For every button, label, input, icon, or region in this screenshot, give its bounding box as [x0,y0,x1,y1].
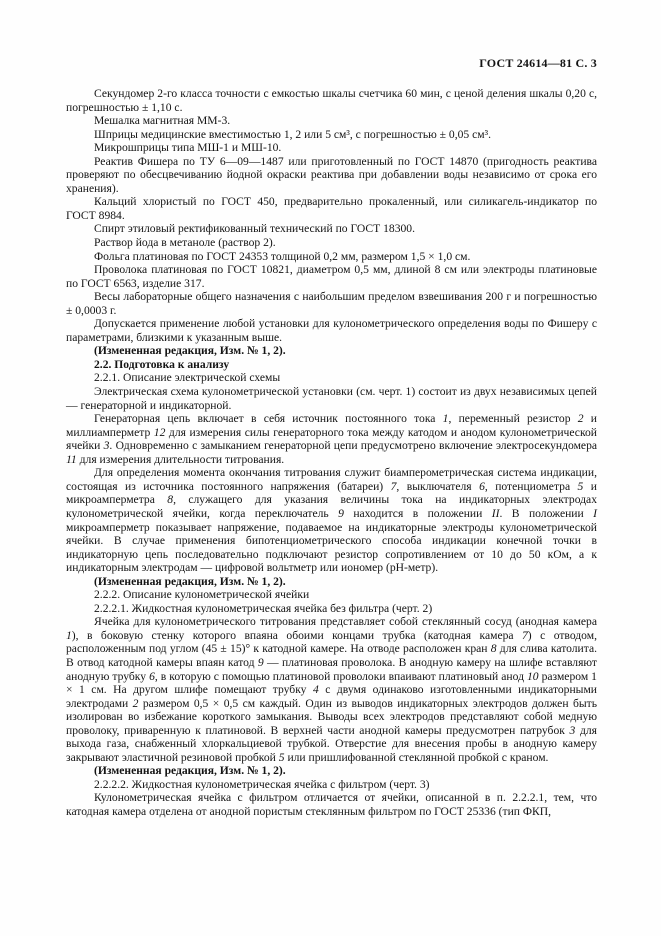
paragraph: Секундомер 2-го класса точности с емкостью шкалы счетчика 60 мин, с ценой деления шкалы 0,20 с, погрешностью ± 1,10 с. [66,87,597,114]
paragraph: (Измененная редакция, Изм. № 1, 2). [94,344,286,358]
paragraph: Шприцы медицинские вместимостью 1, 2 или 5 см³, с погрешностью ± 0,05 см³. [94,127,491,141]
gost-number-page-label: ГОСТ 24614—81 С. 3 [479,56,597,70]
paragraph: Допускается применение любой установки для кулонометрического определения воды по Фишеру с параметрами, близкими к указанным выше. [66,317,597,344]
paragraph: 2.2.2. Описание кулонометрической ячейки [94,588,310,602]
paragraph: Мешалка магнитная ММ-3. [94,114,231,128]
paragraph: 2.2.1. Описание электрической схемы [94,371,281,385]
paragraph: Раствор йода в метаноле (раствор 2). [94,236,276,250]
paragraph: Микрошприцы типа МШ-1 и МШ-10. [94,141,282,155]
paragraph: 2.2.2.1. Жидкостная кулонометрическая ячейка без фильтра (черт. 2) [94,601,433,615]
paragraph: (Измененная редакция, Изм. № 1, 2). [94,764,286,778]
paragraph: Электрическая схема кулонометрической установки (см. черт. 1) состоит из двух независимых цепей — генераторной и индикаторной. [66,385,597,412]
paragraph: 2.2. Подготовка к анализу [94,357,230,371]
document-body [66,87,597,819]
paragraph: Кальций хлористый по ГОСТ 450, предварительно прокаленный, или силикагель-индикатор по ГОСТ 8984. [66,195,597,222]
paragraph: Весы лабораторные общего назначения с наибольшим пределом взвешивания 200 г и погрешностью ± 0,0003 г. [66,290,597,317]
paragraph: Фольга платиновая по ГОСТ 24353 толщиной 0,2 мм, размером 1,5 × 1,0 см. [94,249,471,263]
paragraph: Проволока платиновая по ГОСТ 10821, диаметром 0,5 мм, длиной 8 см или электроды платиновые по ГОСТ 6563, изделие 317. [66,263,597,290]
paragraph: Спирт этиловый ректификованный технический по ГОСТ 18300. [94,222,416,236]
paragraph: Реактив Фишера по ТУ 6—09—1487 или приготовленный по ГОСТ 14870 (пригодность реактива проверяют по обесцвечиванию йодной окраски реактива при добавлении воды независимо от срока его хранения). [66,154,597,195]
paragraph: (Измененная редакция, Изм. № 1, 2). [94,574,286,588]
paragraph: Генераторная цепь включает в себя источник постоянного тока 1, переменный резистор 2 и миллиамперметр 12 для измерения силы генераторного тока между катодом и анодом кулонометрической ячейки 3. Одновременно с замыканием генераторной цепи предусмотрено включение электросекундомера 11 для измерения длительности титрования. [66,412,598,466]
paragraph: Ячейка для кулонометрического титрования представляет собой стеклянный сосуд (анодная камера 1), в боковую стенку которого впаяна обоими концами трубка (катодная камера 7) с отводом, расположенным под углом (45 ± 15)° к катодной камере. На отводе расположен кран 8 для слива католита. В отвод катодной камеры впаян катод 9 — платиновая проволока. В анодную камеру на шлифе вставляют анодную трубку 6, в которую с помощью платиновой проволоки впаивают платиновый анод 10 размером 1 × 1 см. На другом шлифе помещают трубку 4 с двумя одинаково изготовленными индикаторными электродами 2 размером 0,5 × 0,5 см каждый. Один из выводов индикаторных электродов должен быть изолирован во избежание короткого замыкания. Выводы всех электродов представляют собой медную проволоку, приваренную к платиновой. В верхней части анодной камеры предусмотрен патрубок 3 для выхода газа, снабженный хлоркальциевой трубкой. Отверстие для внесения пробы в анодную камеру закрывают эластичной резиновой пробкой 5 или пришлифованной стеклянной пробкой с краном. [66,615,597,764]
paragraph: Для определения момента окончания титрования служит биамперометрическая система индикации, состоящая из источника постоянного напряжения (батареи) 7, выключателя 6, потенциометра 5 и микроамперметра 8, служащего для указания величины тока на индикаторных электродах кулонометрической ячейки, когда переключатель 9 находится в положении II. В положении I микроамперметр показывает напряжение, подаваемое на индикаторные электроды кулонометрической ячейки. В случае применения бипотенциометрического способа индикации конечной точки в индикаторную цепь последовательно подключают резистор сопротивлением от 10 до 50 кОм, а к индикаторным электродам — цифровой вольтметр или иономер (pH-метр). [66,466,597,575]
page-header [66,56,597,70]
paragraph: 2.2.2.2. Жидкостная кулонометрическая ячейка с фильтром (черт. 3) [94,777,430,791]
paragraph: Кулонометрическая ячейка с фильтром отличается от ячейки, описанной в п. 2.2.2.1, тем, что катодная камера отделена от анодной пористым стеклянным фильтром по ГОСТ 25336 (тип ФКП, [66,791,597,818]
